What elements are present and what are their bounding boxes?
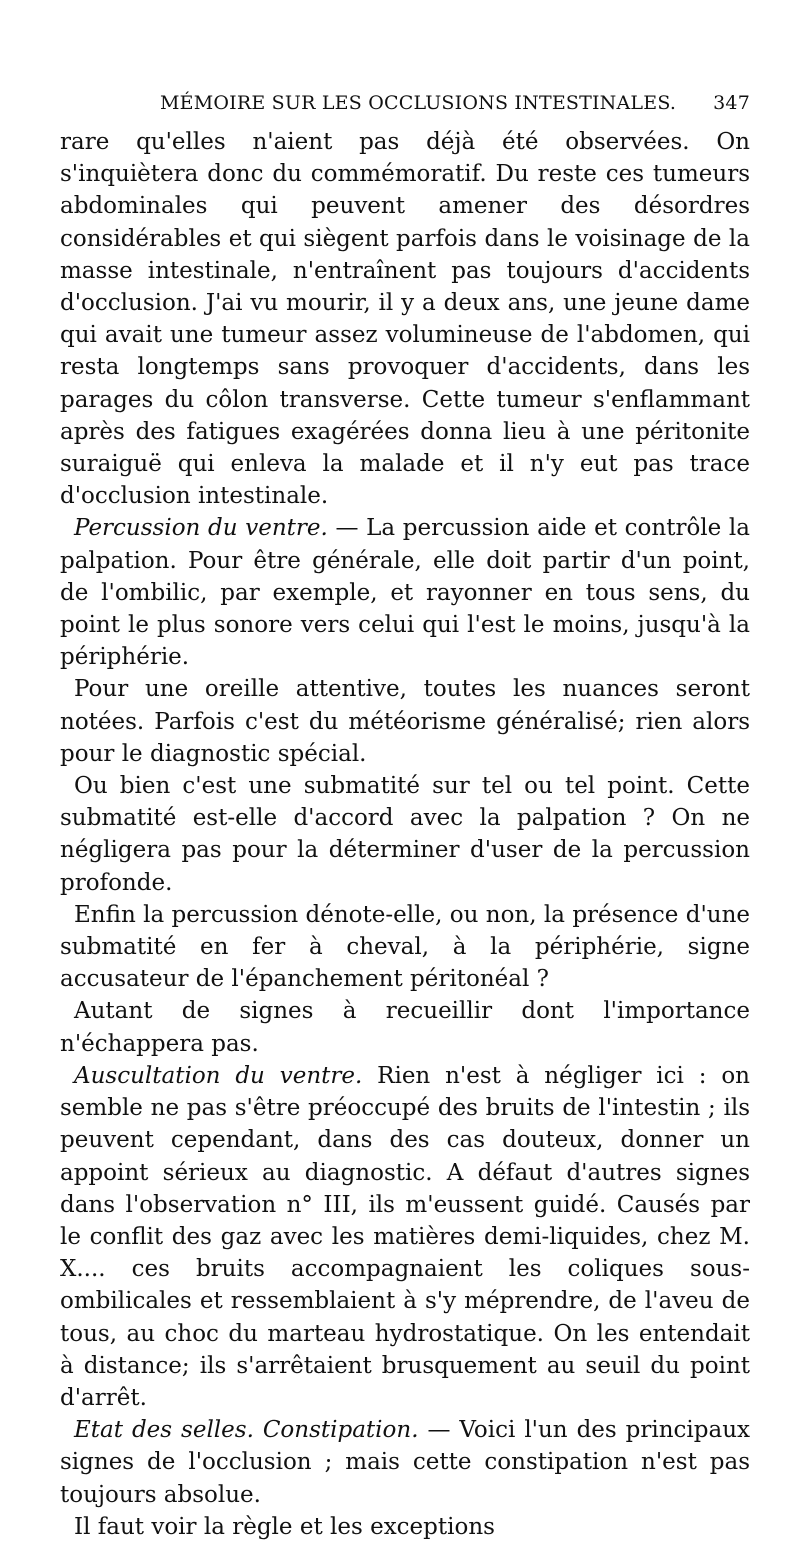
paragraph-text: — La percussion aide et contrôle la palpation. Pour être générale, elle doit partir d'un point, de l'ombilic, par exemple, et rayonner en tous sens, du point le plus sonore vers celui qui l'est le moins, jusqu'à la périphérie. (60, 515, 750, 671)
paragraph-fer-a-cheval (60, 899, 750, 996)
paragraph-selles (60, 1414, 750, 1511)
paragraph-oreille (60, 673, 750, 770)
paragraph-signes (60, 995, 750, 1059)
paragraph-text: Ou bien c'est une submatité sur tel ou tel point. Cette submatité est-elle d'accord avec la palpation ? On ne négligera pas pour la déterminer d'user de la percussion profonde. (60, 773, 750, 896)
paragraph-regle (60, 1511, 750, 1543)
running-head (160, 92, 750, 126)
section-heading-percussion: Percussion du ventre. (74, 515, 328, 542)
running-title: MÉMOIRE SUR LES OCCLUSIONS INTESTINALES. (160, 92, 677, 114)
book-page (60, 92, 750, 1543)
paragraph-text: Rien n'est à négliger ici : on semble ne pas s'être préoccupé des bruits de l'intestin ; ils peuvent cependant, dans des cas douteux, donner un appoint sérieux au diagnostic. A défaut d'autres signes dans l'observation n° III, ils m'eussent guidé. Causés par le conflit des gaz avec les matières demi-liquides, chez M. X.... ces bruits accompagnaient les coliques sous-ombilicales et ressemblaient à s'y méprendre, de l'aveu de tous, au choc du marteau hydrostatique. On les entendait à distance; ils s'arrêtaient brusquement au seuil du point d'arrêt. (60, 1062, 750, 1411)
paragraph-text: — Voici l'un des principaux signes de l'occlusion ; mais cette constipation n'est pas toujours absolue. (60, 1417, 751, 1508)
section-heading-selles: Etat des selles. Constipation. (74, 1417, 419, 1444)
section-heading-auscultation: Auscultation du ventre. (74, 1062, 363, 1089)
body-text (60, 126, 750, 1543)
paragraph-text: Pour une oreille attentive, toutes les nuances seront notées. Parfois c'est du météorisme généralisé; rien alors pour le diagnostic spécial. (60, 676, 750, 767)
paragraph-tumeurs (60, 126, 750, 512)
paragraph-text: Il faut voir la règle et les exceptions (74, 1513, 495, 1540)
paragraph-percussion (60, 512, 750, 673)
paragraph-auscultation (60, 1060, 750, 1414)
page-number: 347 (713, 92, 750, 114)
paragraph-text: Autant de signes à recueillir dont l'importance n'échappera pas. (60, 998, 750, 1057)
paragraph-text: Enfin la percussion dénote-elle, ou non, la présence d'une submatité en fer à cheval, à la périphérie, signe accusateur de l'épanchement péritonéal ? (60, 901, 750, 993)
paragraph-text: rare qu'elles n'aient pas déjà été observées. On s'inquiètera donc du commémoratif. Du reste ces tumeurs abdominales qui peuvent amener des désordres considérables et qui siègent parfois dans le voisinage de la masse intestinale, n'entraînent pas toujours d'accidents d'occlusion. J'ai vu mourir, il y a deux ans, une jeune dame qui avait une tumeur assez volumineuse de l'abdomen, qui resta longtemps sans provoquer d'accidents, dans les parages du côlon transverse. Cette tumeur s'enflammant après des fatigues exagérées donna lieu à une péritonite suraiguë qui enleva la malade et il n'y eut pas trace d'occlusion intestinale. (60, 129, 750, 510)
paragraph-submatite (60, 770, 750, 899)
